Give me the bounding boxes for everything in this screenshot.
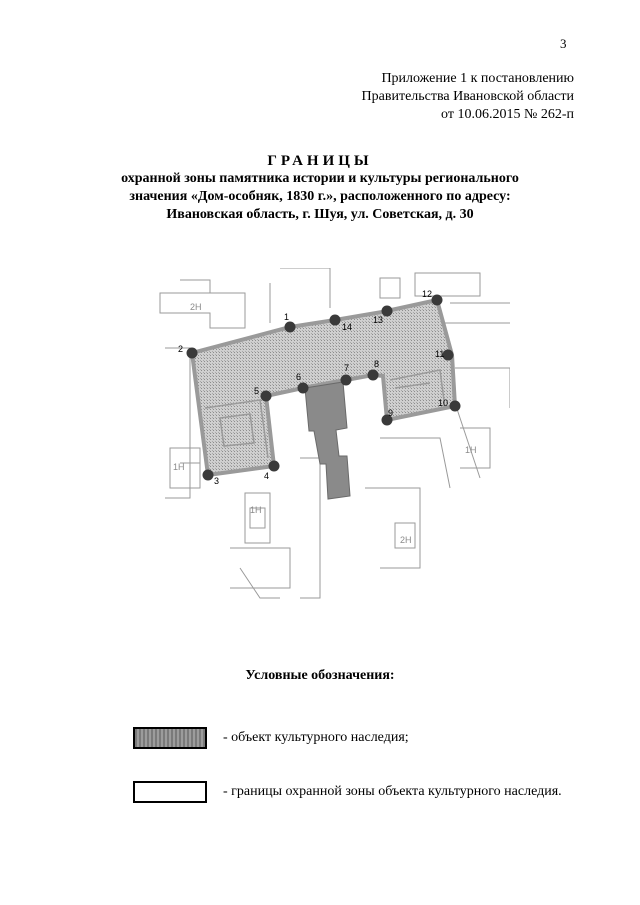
point-label: 5	[254, 386, 260, 396]
heading-line-3: Ивановская область, г. Шуя, ул. Советская, д. 30	[166, 207, 474, 222]
appendix-line-1: Приложение 1 к постановлению	[381, 71, 574, 86]
boundary-point	[450, 401, 461, 412]
point-label: 10	[438, 398, 449, 408]
point-label: 13	[373, 315, 384, 325]
building-label: 1Н	[465, 445, 477, 455]
protection-zone-map	[150, 268, 510, 608]
boundary-point	[330, 315, 341, 326]
boundary-point	[203, 470, 214, 481]
point-label: 2	[178, 344, 184, 354]
point-label: 6	[296, 372, 302, 382]
heading-line-2: значения «Дом-особняк, 1830 г.», расположенного по адресу:	[129, 189, 511, 204]
appendix-reference	[362, 70, 574, 124]
heritage-object	[305, 382, 350, 499]
boundary-point	[187, 348, 198, 359]
building-label: 1Н	[173, 462, 185, 472]
boundary-point	[341, 375, 352, 386]
building-label: 2Н	[400, 535, 412, 545]
boundary-point	[368, 370, 379, 381]
boundary-point	[382, 306, 393, 317]
appendix-line-2: Правительства Ивановской области	[361, 89, 574, 104]
point-label: 3	[214, 476, 220, 486]
appendix-line-3: от 10.06.2015 № 262-п	[441, 107, 574, 122]
point-label: 7	[344, 363, 350, 373]
legend-label-zone: - границы охранной зоны объекта культурного наследия.	[223, 784, 562, 799]
document-heading	[0, 152, 640, 224]
legend-item-heritage	[133, 727, 409, 749]
boundary-point	[285, 322, 296, 333]
boundary-point	[261, 391, 272, 402]
legend-title: Условные обозначения:	[245, 668, 395, 683]
heritage-swatch	[133, 727, 207, 749]
point-label: 8	[374, 359, 380, 369]
heading-line-1: охранной зоны памятника истории и культуры регионального	[121, 171, 519, 186]
document-title: ГРАНИЦЫ	[267, 153, 373, 169]
point-label: 1	[284, 312, 290, 322]
zone-swatch	[133, 781, 207, 803]
point-label: 9	[388, 408, 394, 418]
building-label: 1Н	[250, 505, 262, 515]
boundary-point	[298, 383, 309, 394]
point-label: 14	[342, 322, 353, 332]
point-label: 4	[264, 471, 270, 481]
boundary-point	[269, 461, 280, 472]
legend-label-heritage: - объект культурного наследия;	[223, 730, 409, 745]
boundary-point	[432, 295, 443, 306]
legend-item-zone	[133, 781, 562, 803]
building-label: 2Н	[190, 302, 202, 312]
point-label: 11	[435, 349, 445, 359]
point-label: 12	[422, 289, 433, 299]
page-number: 3	[560, 36, 567, 51]
